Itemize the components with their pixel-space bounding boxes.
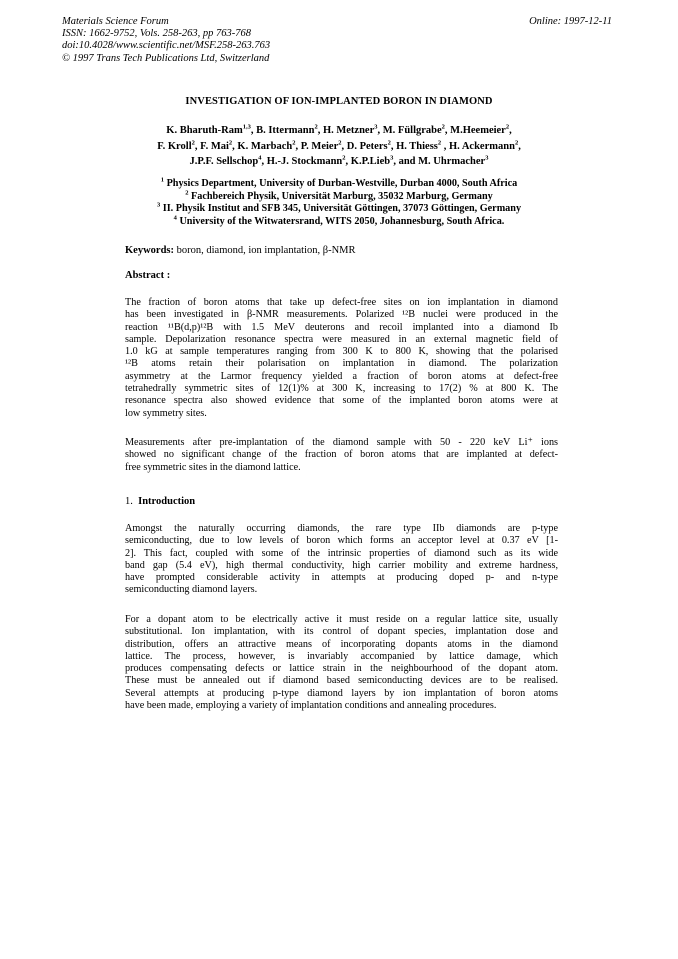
author-name: H. Thiess [396, 140, 438, 152]
affiliation-marker: 2 [338, 139, 342, 146]
author-name: M. Füllgrabe [382, 125, 442, 136]
affiliation-text: University of the Witwatersrand, WITS 2050, Johannesburg, South Africa. [176, 215, 505, 227]
text-line: 1.0 kG at sample temperatures ranging from 300 K to 800 K, showing that the polarised [125, 346, 558, 358]
text-line: Several attempts at producing p-type diamond layers by ion implantation of boron atoms [125, 687, 558, 699]
affiliation-marker: 2 [437, 139, 442, 146]
keywords-text: boron, diamond, ion implantation, β-NMR [174, 245, 356, 256]
section-number: 1. [125, 496, 133, 507]
affiliation [0, 178, 678, 191]
affiliation-marker: 2 [314, 123, 318, 131]
affiliation [0, 203, 678, 216]
text-line: has been investigated in β-NMR measurements. Polarized ¹²B nuclei were produced in the [125, 309, 558, 321]
text-line: have been made, employing a variety of implantation conditions and annealing procedures. [125, 700, 497, 712]
text-line: sample. Depolarization resonance spectra were measured in an external magnetic field of [125, 333, 558, 345]
keywords-line [125, 245, 356, 256]
author-separator: , [317, 125, 323, 136]
journal-name: Materials Science Forum [62, 16, 169, 27]
affiliation-marker: 3 [390, 154, 394, 162]
copyright-line: © 1997 Trans Tech Publications Ltd, Switzerland [62, 52, 270, 64]
affiliation-marker: 3 [485, 154, 489, 162]
affiliation-text: Fachbereich Physik, Universität Marburg, 35032 Marburg, Germany [188, 190, 493, 202]
text-line: have prompted considerable activity in attempts at producing doped p- and n-type [125, 572, 558, 584]
author-separator: , [444, 125, 451, 136]
author-name: K.P.Lieb [350, 156, 391, 167]
journal-header [62, 16, 270, 65]
online-date: Online: 1997-12-11 [529, 16, 612, 27]
text-line: low symmetry sites. [125, 407, 207, 419]
text-line: distribution, offers an attractive means of incorporating dopants atoms in the diamond [125, 638, 558, 650]
paper-title: INVESTIGATION OF ION-IMPLANTED BORON IN DIAMOND [185, 96, 493, 107]
author-name: H.-J. Stockmann [266, 156, 343, 167]
keywords-label: Keywords: [125, 245, 174, 256]
affiliation-marker: 2 [191, 139, 195, 146]
author-name: J.P.F. Sellschop [189, 156, 259, 167]
author-separator: , [390, 140, 397, 152]
text-line: asymmetry at the Larmor frequency yielded a fraction of boron atoms at defect-free [125, 370, 558, 382]
affiliation-marker: 2 [441, 123, 445, 131]
affiliation-marker: 2 [387, 139, 391, 146]
issn-line: ISSN: 1662-9752, Vols. 258-263, pp 763-768 [62, 28, 251, 40]
affiliation-marker: 2 [292, 139, 296, 146]
author-separator: , [441, 140, 450, 152]
text-line: tetrahedrally symmetric sites of 12(1)% at 300 K, increasing to 17(2) % at 800 K. The [125, 383, 558, 395]
author-separator: , [250, 125, 257, 136]
text-line: resonance spectra also showed evidence that some of the implanted boron atoms were at [125, 395, 558, 407]
text-line: semiconducting, due to low levels of boron which forms an acceptor level at 0.37 eV [1- [125, 535, 558, 547]
author-separator: , [518, 140, 521, 152]
text-line: Measurements after pre-implantation of the diamond sample with 50 - 220 keV Li⁺ ions [125, 437, 558, 448]
affiliation-number: 2 [185, 189, 189, 197]
text-line: These must be annealed out if diamond based semiconducting devices are to be realised. [125, 675, 558, 687]
text-line: showed no significant change of the fraction of boron atoms that are implanted at defect- [125, 449, 558, 461]
affiliation-marker: 1,3 [242, 123, 251, 131]
body-paragraph [125, 523, 558, 597]
text-line: reaction ¹¹B(d,p)¹²B with 1.5 MeV deuterons and recoil implanted into a diamond Ib [125, 321, 558, 333]
author-separator: , [261, 156, 267, 167]
affiliation-number: 4 [173, 214, 177, 222]
author-separator: , [194, 140, 201, 152]
author-separator: , [509, 125, 512, 136]
affiliation-marker: 3 [374, 123, 378, 131]
doi-line: doi:10.4028/www.scientific.net/MSF.258-263.763 [62, 40, 271, 52]
affiliation-number: 1 [160, 176, 165, 184]
text-line: free symmetric sites in the diamond lattice. [125, 461, 301, 473]
affiliation-number: 3 [156, 201, 161, 209]
abstract-paragraph [125, 297, 558, 420]
author-name: M. Uhrmacher [418, 156, 486, 167]
text-line: semiconducting diamond layers. [125, 584, 258, 596]
author-name: M.Heemeier [450, 125, 506, 136]
affiliation-text: Physics Department, University of Durban-Westville, Durban 4000, South Africa [164, 178, 518, 189]
author-separator: , and [393, 156, 419, 167]
affiliation [0, 216, 678, 229]
author-name: F. Mai [200, 140, 229, 152]
text-line: ¹²B atoms retain their polarisation on implantation in diamond. The polarization [125, 358, 558, 370]
affiliation-marker: 2 [505, 123, 510, 131]
author-separator: , [377, 125, 383, 136]
affiliation-marker: 2 [228, 139, 233, 146]
text-line: produces compensating defects or lattice strain in the neighbourhood of the dopant atom. [125, 663, 558, 675]
text-line: 2]. This fact, coupled with some of the intrinsic properties of diamond such as its wide [125, 547, 558, 559]
author-name: H. Ackermann [449, 140, 515, 152]
affiliation [0, 191, 678, 204]
section-title: Introduction [138, 496, 196, 507]
author-name: B. Ittermann [256, 125, 315, 136]
text-line: band gap (5.4 eV), high thermal conductivity, high carrier mobility and extreme hardness, [125, 559, 558, 571]
author-line [0, 154, 678, 170]
section-heading [125, 496, 195, 507]
affiliation-text: II. Physik Institut and SFB 345, Universität Göttingen, 37073 Göttingen, Germany [160, 203, 522, 215]
author-name: H. Metzner [322, 125, 375, 136]
affiliation-list [0, 178, 678, 228]
author-separator: , [232, 140, 238, 152]
text-line: lattice. The process, however, is invariably accompanied by lattice damage, which [125, 650, 558, 662]
author-line [0, 139, 678, 155]
text-line: Amongst the naturally occurring diamonds, the rare type IIb diamonds are p-type [125, 523, 558, 534]
author-separator: , [345, 156, 351, 167]
affiliation-marker: 2 [514, 139, 519, 146]
abstract-paragraph [125, 437, 558, 474]
author-name: K. Marbach [237, 140, 293, 152]
author-separator: , [341, 140, 347, 152]
author-line [0, 123, 678, 139]
affiliation-marker: 4 [258, 154, 262, 162]
abstract-heading: Abstract : [125, 270, 171, 281]
body-paragraph [125, 614, 558, 712]
author-list [0, 123, 678, 170]
author-name: D. Peters [346, 140, 388, 152]
author-name: K. Bharuth-Ram [166, 125, 243, 136]
text-line: For a dopant atom to be electrically active it must reside on a regular lattice site, usually [125, 614, 558, 625]
affiliation-marker: 2 [342, 154, 346, 162]
author-name: P. Meier [300, 140, 339, 152]
author-name: F. Kroll [157, 140, 192, 152]
text-line: substitutional. Ion implantation, with its control of dopant species, implantation dose and [125, 626, 558, 638]
text-line: The fraction of boron atoms that take up defect-free sites on ion implantation in diamond [125, 297, 558, 308]
author-separator: , [295, 140, 301, 152]
